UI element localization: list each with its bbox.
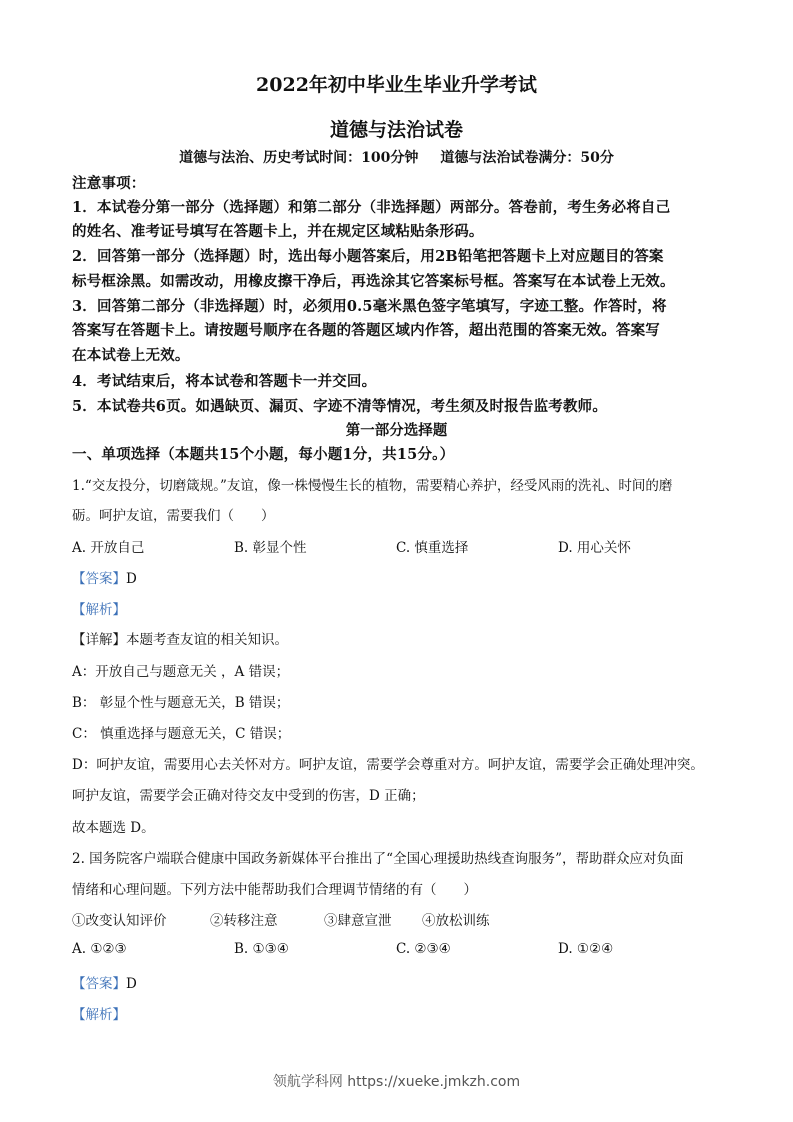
analysis-tag: 【解析】	[72, 602, 126, 618]
exam-title: 2022年初中毕业生毕业升学考试	[256, 74, 537, 96]
answer-tag: 【答案】	[72, 976, 126, 992]
q1-answer	[72, 567, 137, 587]
notice-line: 5．本试卷共6页。如遇缺页、漏页、字迹不清等情况，考生须及时报告监考教师。	[72, 398, 608, 415]
q1-option-d: D. 用心关怀	[558, 540, 631, 556]
q2-item: ③肆意宣泄	[324, 913, 392, 929]
q2-option-c: C. ②③④	[396, 941, 451, 957]
analysis-tag: 【解析】	[72, 1007, 126, 1023]
answer-value: D	[126, 571, 137, 587]
q1-detail-line: 呵护友谊，需要学会正确对待交友中受到的伤害，D 正确；	[72, 788, 425, 804]
q1-option-a: A. 开放自己	[72, 540, 145, 556]
q1-stem-line: 砺。呵护友谊，需要我们（ ）	[72, 508, 275, 524]
section-heading: 一、单项选择（本题共15个小题，每小题1分，共15分。）	[72, 446, 455, 463]
q2-item: ④放松训练	[422, 913, 490, 929]
full-score: 道德与法治试卷满分：50分	[440, 150, 614, 166]
footer-watermark: 领航学科网 https://xueke.jmkzh.com	[272, 1074, 521, 1090]
notice-line: 4．考试结束后，将本试卷和答题卡一并交回。	[72, 373, 377, 390]
q1-option-b: B. 彰显个性	[234, 540, 307, 556]
q2-option-d: D. ①②④	[558, 941, 614, 957]
notice-line: 的姓名、准考证号填写在答题卡上，并在规定区域粘贴条形码。	[72, 223, 484, 240]
q1-detail-line: 故本题选 D。	[72, 820, 155, 836]
q2-item: ②转移注意	[210, 913, 278, 929]
notice-line: 2．回答第一部分（选择题）时，选出每小题答案后，用2B铅笔把答题卡上对应题目的答案	[72, 248, 664, 265]
q2-answer	[72, 972, 137, 992]
answer-tag: 【答案】	[72, 571, 126, 587]
notice-line: 1．本试卷分第一部分（选择题）和第二部分（非选择题）两部分。答卷前，考生务必将自己	[72, 199, 671, 216]
answer-value: D	[126, 976, 137, 992]
exam-subtitle: 道德与法治试卷	[329, 119, 463, 141]
detail-intro: 本题考查友谊的相关知识。	[126, 632, 288, 648]
q1-detail	[72, 628, 288, 648]
q1-detail-line: D：呵护友谊，需要用心去关怀对方。呵护友谊，需要学会尊重对方。呵护友谊，需要学会正确处理冲突。	[72, 757, 704, 773]
notice-heading: 注意事项：	[72, 175, 146, 192]
q2-option-b: B. ①③④	[234, 941, 289, 957]
q1-option-c: C. 慎重选择	[396, 540, 469, 556]
exam-meta	[0, 147, 793, 167]
q2-option-a: A. ①②③	[72, 941, 127, 957]
q2-item: ①改变认知评价	[72, 913, 167, 929]
detail-tag: 【详解】	[72, 632, 126, 648]
q1-detail-line: A：开放自己与题意无关 ，A 错误；	[72, 664, 290, 680]
part1-title: 第一部分选择题	[345, 422, 448, 439]
notice-line: 答案写在答题卡上。请按题号顺序在各题的答题区域内作答，超出范围的答案无效。答案写	[72, 322, 660, 339]
notice-line: 标号框涂黑。如需改动，用橡皮擦干净后，再选涂其它答案标号框。答案写在本试卷上无效。	[72, 273, 675, 290]
exam-time: 道德与法治、历史考试时间：100分钟	[179, 150, 419, 166]
notice-line: 3．回答第二部分（非选择题）时，必须用0.5毫米黑色签字笔填写，字迹工整。作答时，将	[72, 298, 667, 315]
q2-stem-line: 情绪和心理问题。下列方法中能帮助我们合理调节情绪的有（ ）	[72, 882, 477, 898]
q1-detail-line: C： 慎重选择与题意无关，C 错误；	[72, 726, 291, 742]
q2-stem-line: 2. 国务院客户端联合健康中国政务新媒体平台推出了“全国心理援助热线查询服务”，帮助群众应对负面	[72, 851, 684, 867]
q1-detail-line: B： 彰显个性与题意无关，B 错误；	[72, 695, 290, 711]
notice-line: 在本试卷上无效。	[72, 347, 190, 364]
q1-stem-line: 1.“交友投分，切磨箴规。”友谊，像一株慢慢生长的植物，需要精心养护，经受风雨的洗礼、时间的磨	[72, 478, 673, 494]
